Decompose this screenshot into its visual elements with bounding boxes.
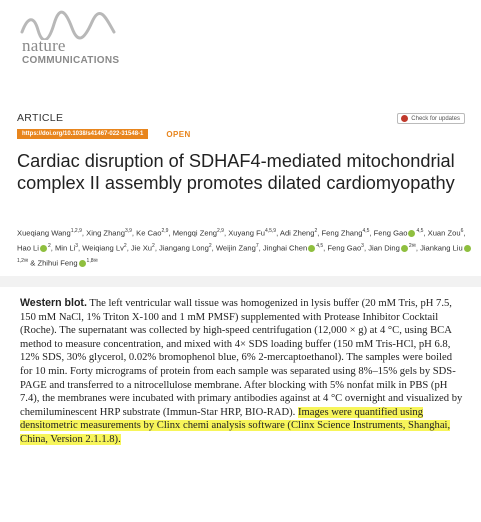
author-name[interactable]: Weijin Zang [215,243,256,253]
orcid-icon[interactable] [464,245,471,252]
author-affiliation: 3 [75,243,79,250]
check-updates-button[interactable] [397,113,465,124]
author-affiliation: 2 [314,228,318,234]
author-affiliation: 4,5 [416,228,424,234]
author-name[interactable]: Xuyang Fu [228,228,265,238]
author-name[interactable]: Jiangang Long [159,243,209,253]
author-affiliation: 2 [47,243,51,250]
author-name[interactable]: Hao Li [17,243,39,253]
journal-subname: COMMUNICATIONS [22,55,120,66]
author-affiliation: 6 [460,228,464,234]
author-affiliation: 4,5,9 [264,228,277,234]
author-name[interactable]: Xuan Zou [427,228,461,238]
author-name[interactable]: Feng Gao [373,228,408,238]
author-name[interactable]: Weiqiang Lv [82,243,124,253]
author-affiliation: 4,5 [362,228,370,234]
author-affiliation: 3,9 [124,228,132,234]
highlighted-text: Images were quantified using densitometric measurements by Clinx chemi analysis software (Clinx Science Instruments, Shanghai, China, Version 2.1.1.8). [20,406,451,445]
author-affiliation: 2 [123,243,127,250]
excerpt-body: The left ventricular wall tissue was homogenized in lysis buffer (20 mM Tris, pH 7.5, 150 mM NaCl, 1% Triton X-100 and 1 mM PMSF) supplemented with Protease Inhibitor Cocktail (Roche). The supernatant was collected by high-speed centrifugation (12,000 × g) at 4 °C, using BCA method to measure concentration, and mixed with 4× SDS loading buffer (150 mM Tris-HCl, pH 6.8, 12% SDS, 30% glycerol, 0.02% bromophenol blue, 6% 2-mercaptoethanol). The samples were boiled for 10 min. Forty micrograms of protein from each sample was separated using 8%–15% gels by SDS-PAGE and transferred to a nitrocellulose membrane. After blocking with 5% nonfat milk in PBS (pH 7.4), the membranes were incubated with primary antibodies against at 4 °C overnight and visualized by chemiluminescent HRP substrate (Immun-Star HRP, BIO-RAD). [20,298,463,418]
author-affiliation: 1,2,9 [70,228,82,234]
author-affiliation: 3 [361,243,364,250]
orcid-icon[interactable] [79,260,86,267]
author-name[interactable]: Ke Cao [136,228,162,238]
methods-excerpt [20,297,466,447]
author-affiliation: 2,9 [217,228,224,234]
author-affiliation: 1,8✉ [86,258,98,265]
doi-row [17,129,191,139]
author-name[interactable]: Min Li [54,243,76,253]
author-affiliation: 2 [152,243,155,250]
author-affiliation: 1,2✉ [17,258,29,265]
check-updates-label: Check for updates [411,115,460,122]
open-access-badge: OPEN [166,129,191,139]
journal-name: nature [22,36,66,55]
author-affiliation: 2 [208,243,212,250]
author-name[interactable]: Jian Ding [368,243,400,253]
author-name[interactable]: Jiankang Liu [420,243,463,253]
section-heading: Western blot. [20,297,87,309]
author-name[interactable]: Jinghai Chen [262,243,308,253]
journal-logo[interactable] [14,10,154,70]
author-affiliation: 7 [255,243,259,250]
author-name[interactable]: Jie Xu [130,243,153,253]
author-name[interactable]: Adi Zheng [279,228,315,238]
author-name[interactable]: Xing Zhang [86,228,125,238]
orcid-icon[interactable] [40,245,47,252]
author-name[interactable]: Mengqi Zeng [172,228,218,238]
orcid-icon[interactable] [308,245,315,252]
author-affiliation: 2,9 [161,228,169,234]
author-name[interactable]: Feng Zhang [321,228,363,238]
update-icon [401,115,408,122]
article-title: Cardiac disruption of SDHAF4-mediated mitochondrial complex II assembly promotes dilated cardiomyopathy [17,151,455,193]
author-list: Xueqiang Wang$^{1,2,9}$, Xing Zhang$^{3,9}$, Ke Cao$^{2,9}$, Mengqi Zeng$^{2,9}$, Xuyang Fu$^{4,5,9}$, Adi Zheng$^2$, Feng Zhang$^{4,5}$, Feng Gao $^{4,5}$, Xuan Zou$^6$, Hao Li $^2$, Min Li$^3$, Weiqiang Lv$^2$, Jie Xu$^2$, Jiangang Long$^2$, Weijin Zang$^7$, Jinghai Chen $^{4,5}$, Feng Gao$^3$, Jian Ding $^{2✉}$, Jiankang Liu$^{1,2✉}$ & Zhihui Feng $^{1,8✉}$ [17,225,472,270]
author-affiliation: 4,5 [316,243,324,250]
orcid-icon[interactable] [401,245,408,252]
section-divider [0,276,481,287]
doi-link[interactable]: https://doi.org/10.1038/s41467-022-31548-1 [17,129,148,139]
orcid-icon[interactable] [408,230,415,237]
author-name[interactable]: Zhihui Feng [37,258,78,268]
author-affiliation: 2✉ [408,243,416,250]
article-type: ARTICLE [17,112,64,124]
author-name[interactable]: Xueqiang Wang [17,228,71,238]
author-name[interactable]: Feng Gao [327,243,362,253]
